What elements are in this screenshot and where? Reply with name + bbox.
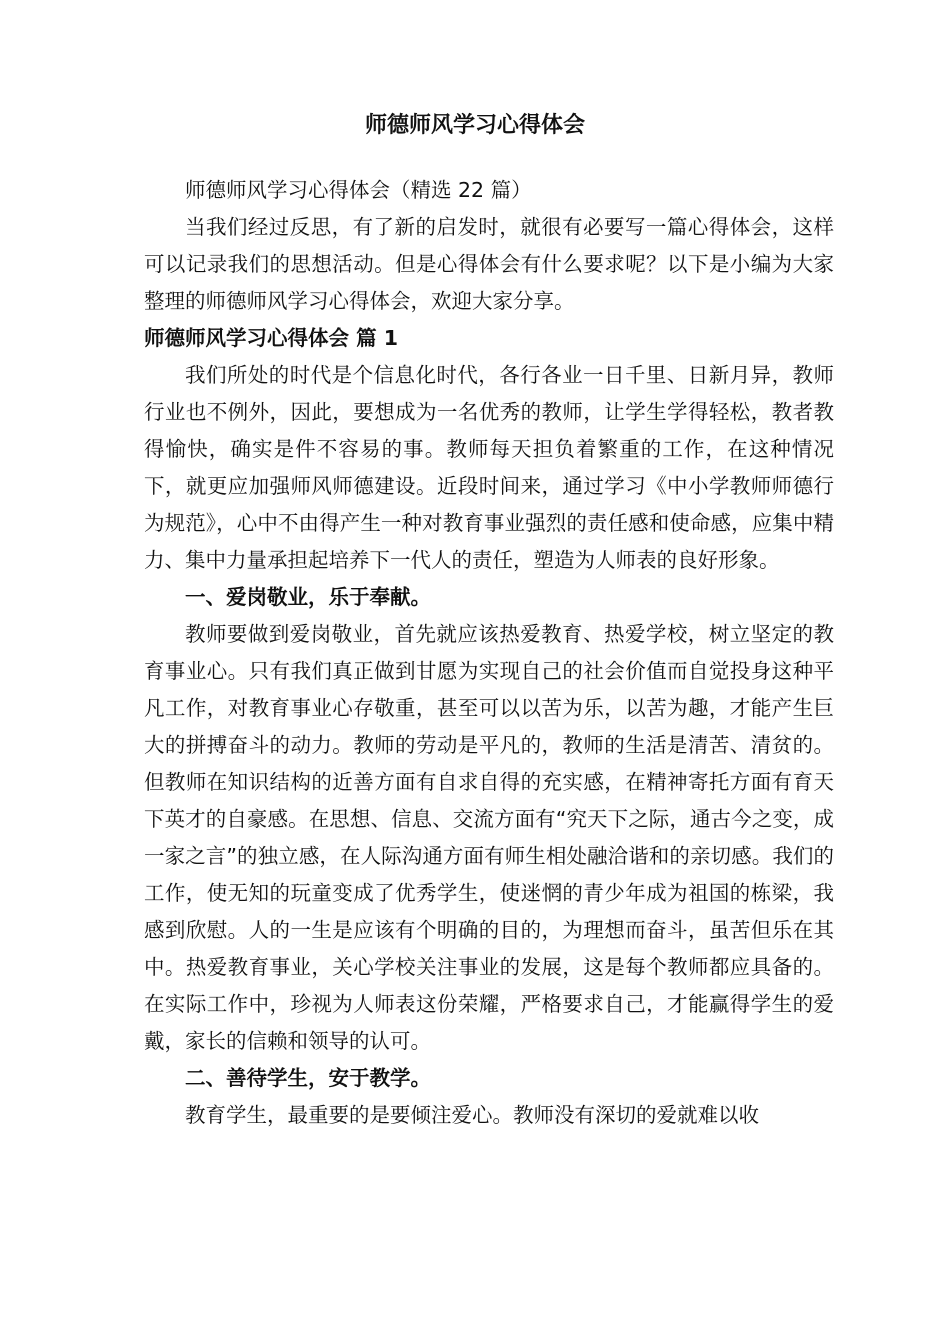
document-title: 师德师风学习心得体会 (364, 113, 585, 138)
subheading: 一、爱岗敬业，乐于奉献。 (185, 585, 431, 609)
intro-paragraph: 当我们经过反思，有了新的启发时，就很有必要写一篇心得体会，这样可以记录我们的思想活动。但是心得体会有什么要求呢？以下是小编为大家整理的师德师风学习心得体会，欢迎大家分享。 (144, 215, 834, 313)
document-body (144, 172, 834, 1134)
body-paragraph: 我们所处的时代是个信息化时代，各行各业一日千里、日新月异，教师行业也不例外，因此，要想成为一名优秀的教师，让学生学得轻松，教者教得愉快，确实是件不容易的事。教师每天担负着繁重的工作，在这种情况下，就更应加强师风师德建设。近段时间来，通过学习《中小学教师师德行为规范》，心中不由得产生一种对教育事业强烈的责任感和使命感，应集中精力、集中力量承担起培养下一代人的责任，塑造为人师表的良好形象。 (144, 363, 834, 572)
body-paragraph: 教师要做到爱岗敬业，首先就应该热爱教育、热爱学校，树立坚定的教育事业心。只有我们真正做到甘愿为实现自己的社会价值而自觉投身这种平凡工作，对教育事业心存敬重，甚至可以以苦为乐，以苦为趣，才能产生巨大的拼搏奋斗的动力。教师的劳动是平凡的，教师的生活是清苦、清贫的。但教师在知识结构的近善方面有自求自得的充实感，在精神寄托方面有育天下英才的自豪感。在思想、信息、交流方面有“究天下之际，通古今之变，成一家之言”的独立感，在人际沟通方面有师生相处融洽谐和的亲切感。我们的工作，使无知的玩童变成了优秀学生，使迷惘的青少年成为祖国的栋梁，我感到欣慰。人的一生是应该有个明确的目的，为理想而奋斗，虽苦但乐在其中。热爱教育事业，关心学校关注事业的发展，这是每个教师都应具备的。在实际工作中，珍视为人师表这份荣耀，严格要求自己，才能赢得学生的爱戴，家长的信赖和领导的认可。 (144, 622, 834, 1053)
section-heading: 师德师风学习心得体会 篇 1 (144, 326, 399, 350)
subheading: 二、善待学生，安于教学。 (185, 1066, 431, 1090)
body-paragraph: 教育学生，最重要的是要倾注爱心。教师没有深切的爱就难以收 (185, 1103, 759, 1127)
subtitle-paragraph: 师德师风学习心得体会（精选 22 篇） (185, 178, 532, 202)
